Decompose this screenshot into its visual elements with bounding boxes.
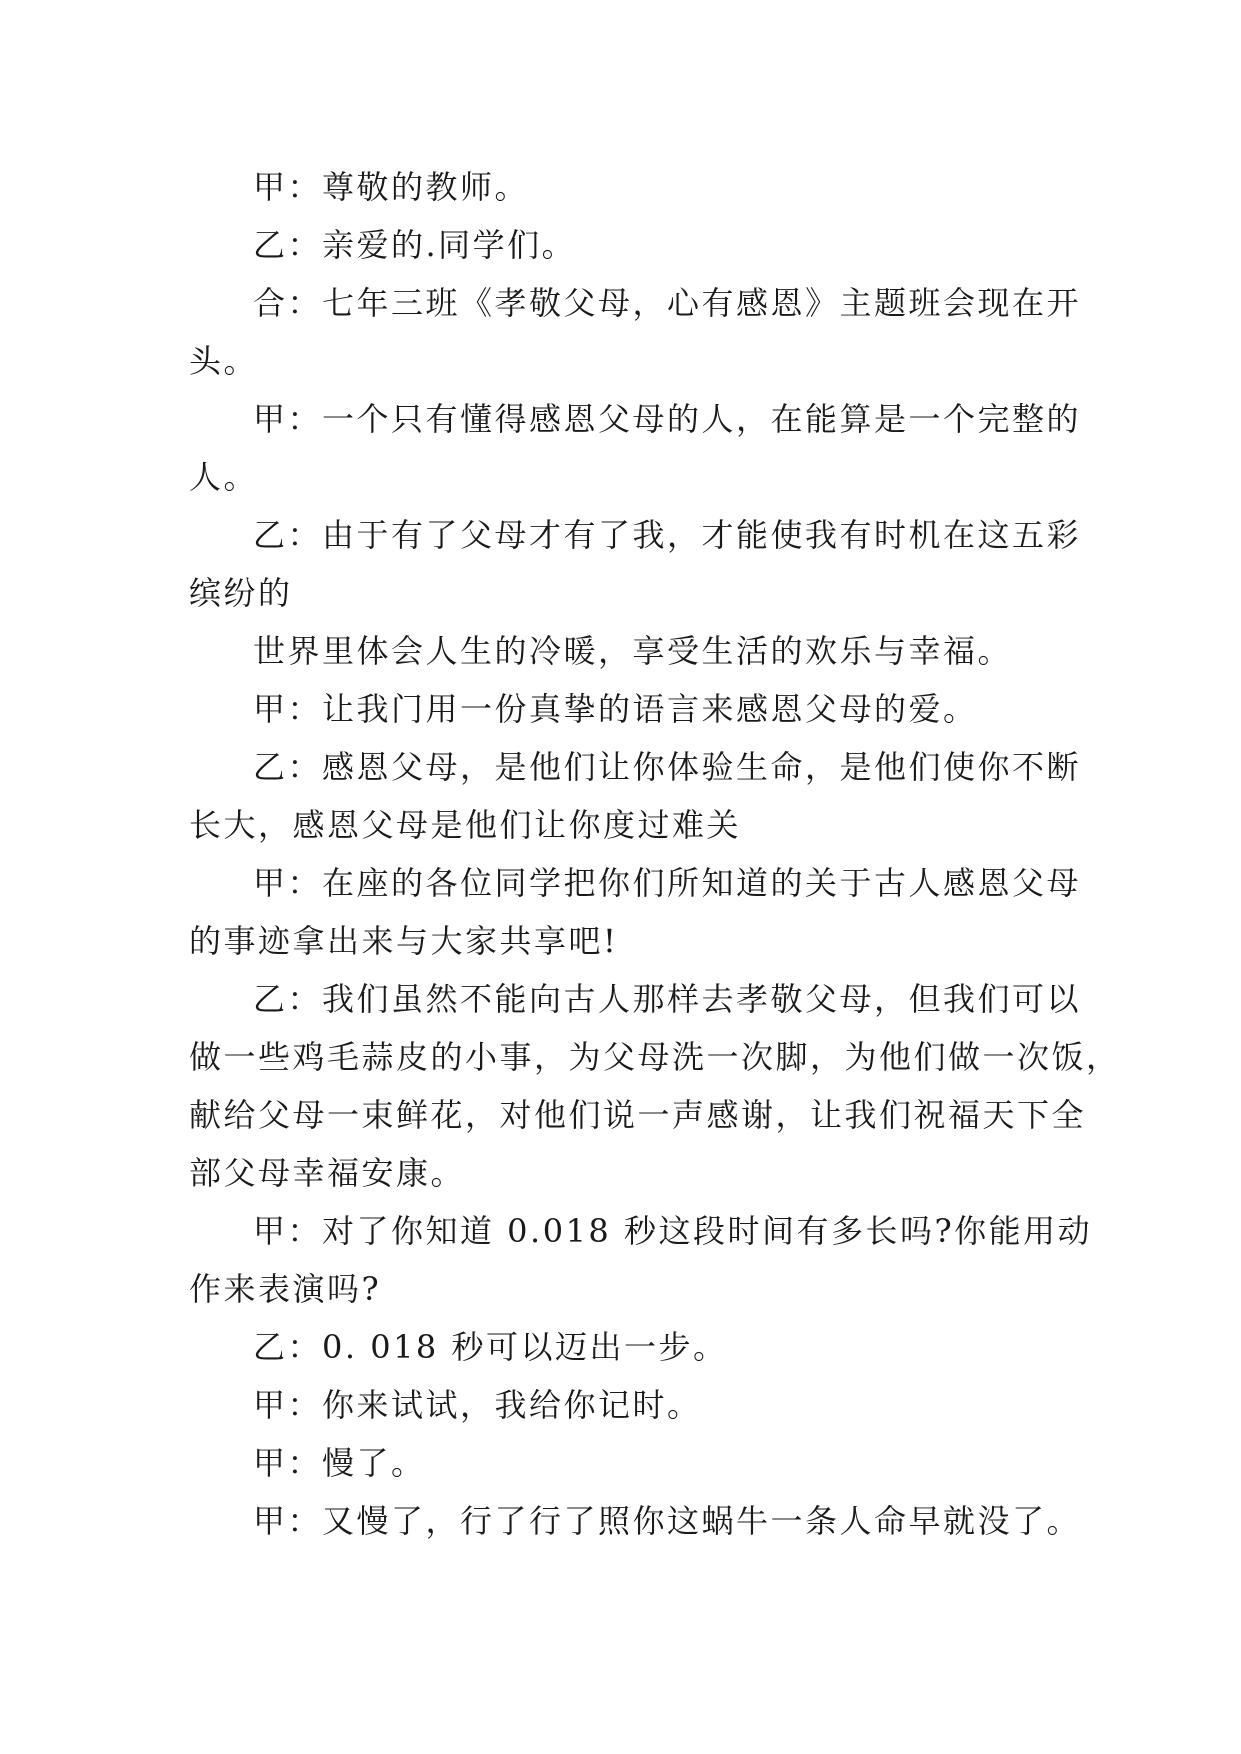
text-line: 甲：在座的各位同学把你们所知道的关于古人感恩父母 xyxy=(253,864,1082,902)
text-line: 长大，感恩父母是他们让你度过难关 xyxy=(189,806,742,844)
text-line: 部父母幸福安康。 xyxy=(189,1154,466,1192)
text-line: 甲：又慢了，行了行了照你这蜗牛一条人命早就没了。 xyxy=(253,1502,1082,1540)
text-line: 做一些鸡毛蒜皮的小事，为父母洗一次脚，为他们做一次饭， xyxy=(189,1038,1121,1076)
text-line: 缤纷的 xyxy=(189,574,293,612)
text-line: 乙：我们虽然不能向古人那样去孝敬父母，但我们可以 xyxy=(253,980,1082,1018)
text-line: 作来表演吗? xyxy=(189,1270,382,1308)
text-line: 的事迹拿出来与大家共享吧! xyxy=(189,922,619,960)
text-line: 甲：慢了。 xyxy=(253,1444,426,1482)
text-line: 甲：让我门用一份真挚的语言来感恩父母的爱。 xyxy=(253,690,978,728)
text-line: 甲：一个只有懂得感恩父母的人，在能算是一个完整的 xyxy=(253,400,1082,438)
text-line: 乙：0. 018 秒可以迈出一步。 xyxy=(253,1328,728,1366)
text-line: 甲：对了你知道 0.018 秒这段时间有多长吗?你能用动 xyxy=(253,1212,1093,1250)
text-line: 人。 xyxy=(189,458,259,496)
text-line: 献给父母一束鲜花，对他们说一声感谢，让我们祝福天下全 xyxy=(189,1096,1087,1134)
text-line: 甲：你来试试，我给你记时。 xyxy=(253,1386,702,1424)
text-line: 甲：尊敬的教师。 xyxy=(253,168,530,206)
text-line: 乙：亲爱的.同学们。 xyxy=(253,226,577,264)
document-body xyxy=(189,158,1121,1550)
text-line: 合：七年三班《孝敬父母，心有感恩》主题班会现在开 xyxy=(253,284,1082,322)
text-line: 头。 xyxy=(189,342,259,380)
text-line: 乙：由于有了父母才有了我，才能使我有时机在这五彩 xyxy=(253,516,1082,554)
text-line: 世界里体会人生的冷暖，享受生活的欢乐与幸福。 xyxy=(253,632,1013,670)
text-line: 乙：感恩父母，是他们让你体验生命，是他们使你不断 xyxy=(253,748,1082,786)
